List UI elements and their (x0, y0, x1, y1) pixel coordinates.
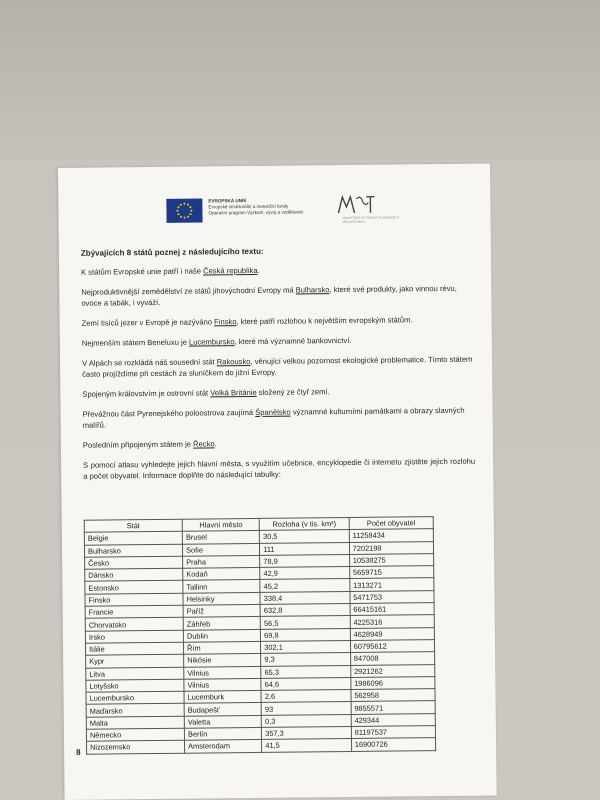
cell-state: Irsko (85, 630, 183, 643)
column-header: Počet obyvatel (349, 517, 433, 530)
cell-state: Litva (86, 667, 184, 680)
cell-area: 56,5 (260, 616, 350, 629)
cell-capital: Nikósie (184, 654, 261, 667)
country-answer: Finsko (214, 317, 237, 327)
eu-line3: Operační program Výzkum, vývoj a vzdělávání (208, 209, 304, 216)
country-answer: Lucembursko (188, 337, 235, 347)
cell-area: 42,9 (260, 567, 350, 580)
paragraph (82, 354, 474, 380)
cell-population: 429344 (351, 713, 435, 726)
cell-state: Chorvatsko (85, 618, 183, 631)
cell-area: 338,4 (260, 591, 350, 604)
cell-area: 2,6 (261, 690, 351, 703)
paragraph-text: . (257, 265, 260, 275)
msmt-caption: MINISTERSTVO ŠKOLSTVÍ, MLÁDEŽE A TĚLOVÝCHOVY (342, 215, 399, 225)
paragraph-text: významné kulturními památkami a obrazy slavných malířů. (82, 405, 465, 430)
column-header: Rozloha (v tis. km²) (259, 517, 349, 530)
cell-population: 5471753 (350, 590, 434, 603)
cell-capital: Záhřeb (183, 617, 260, 630)
cell-state: Česko (85, 556, 183, 569)
country-answer: Rakousko (216, 356, 251, 367)
cell-area: 69,8 (261, 628, 351, 641)
paragraph (82, 334, 474, 349)
cell-capital: Valetta (184, 715, 261, 728)
paragraph (83, 405, 475, 431)
cell-state: Nizozemsko (87, 741, 185, 754)
cell-population: 4628949 (350, 627, 434, 640)
eu-flag-icon (166, 198, 202, 222)
paragraph-text: K státům Evropské unie patří i naše (81, 266, 204, 277)
cell-state: Francie (85, 605, 183, 618)
cell-capital: Vilnius (184, 666, 261, 679)
cell-capital: Praha (183, 555, 260, 568)
cell-population: 1986096 (351, 676, 435, 689)
table-row (87, 738, 436, 754)
cell-state: Itálie (85, 642, 183, 655)
eu-title: EVROPSKÁ UNIE (208, 198, 247, 204)
paragraph-text: V Alpách se rozkládá náš sousední stát (81, 357, 217, 368)
eu-line2: Evropské strukturální a investiční fondy (208, 203, 289, 210)
cell-state: Lucembursko (86, 691, 184, 704)
cell-state: Estonsko (85, 581, 183, 594)
paragraph-text: , které má významné bankovnictví. (234, 335, 352, 347)
cell-state: Belgie (84, 532, 182, 545)
cell-area: 65,3 (261, 665, 351, 678)
paragraph (83, 436, 475, 451)
country-answer: Španělsko (255, 407, 291, 417)
cell-population: 16900726 (351, 738, 435, 751)
cell-capital: Kodaň (183, 568, 260, 581)
cell-capital: Vilnius (184, 678, 261, 691)
paragraph (81, 263, 473, 278)
paragraph-text: Převážnou část Pyrenejského poloostrova zaujímá (82, 407, 256, 419)
paragraph (82, 385, 474, 400)
eu-caption (208, 197, 303, 216)
country-answer: Řecko (193, 439, 215, 449)
cell-capital: Berlín (184, 727, 261, 740)
cell-area: 45,2 (260, 579, 350, 592)
column-header: Stát (84, 519, 182, 532)
country-answer: Česká republika (203, 265, 258, 276)
paragraph-text: . (214, 439, 217, 449)
paragraph-text: , které patří rozlohou k největším evropským státům. (236, 315, 413, 327)
paragraph-text: Spojeným královstvím je ostrovní stát (82, 388, 211, 399)
cell-population: 10538275 (349, 553, 433, 566)
cell-capital: Tallinn (183, 580, 260, 593)
cell-area: 302,1 (261, 640, 351, 653)
paragraph-text: Zemí tisíců jezer v Evropě je nazýváno (81, 317, 215, 328)
cell-area: 64,6 (261, 677, 351, 690)
cell-population: 81197537 (351, 726, 435, 739)
cell-state: Dánsko (85, 568, 183, 581)
column-header: Hlavní město (182, 518, 259, 531)
cell-state: Maďarsko (86, 704, 184, 717)
cell-population: 562958 (351, 689, 435, 702)
cell-area: 632,8 (260, 604, 350, 617)
cell-population: 7202198 (349, 541, 433, 554)
paragraph-text: Nejmenším státem Beneluxu je (81, 337, 190, 348)
country-answer: Velká Británie (210, 387, 257, 398)
cell-area: 9,3 (261, 653, 351, 666)
cell-capital: Sofie (182, 543, 259, 556)
cell-capital: Řím (184, 641, 261, 654)
cell-population: 847008 (350, 652, 434, 665)
header-logos (166, 192, 466, 231)
cell-population: 11258434 (349, 529, 433, 542)
cell-population: 5659715 (349, 566, 433, 579)
cell-area: 111 (260, 542, 350, 555)
cell-population: 1313271 (350, 578, 434, 591)
paragraph-text: , které své produkty, jako vinnou révu, ovoce a tabák, i vyváží. (81, 283, 457, 308)
countries-table (84, 516, 436, 754)
page-number: 8 (76, 747, 81, 757)
paragraph (81, 283, 473, 309)
cell-state: Kypr (86, 654, 184, 667)
cell-state: Malta (86, 716, 184, 729)
exercise-heading: Zbývajících 8 států poznej z následujícího textu: (80, 246, 264, 258)
cell-capital: Paříž (183, 604, 260, 617)
document-page (58, 163, 497, 799)
text-content (81, 244, 476, 491)
paragraph (82, 314, 474, 329)
paragraph-text: , věnující velkou pozornost ekologické problematice. Tímto státem často projíždíme při cestách za sluníčkem do jižní Evropy. (82, 354, 473, 379)
country-answer: Bulharsko (295, 285, 330, 295)
cell-area: 41,5 (262, 739, 352, 752)
cell-area: 0,3 (261, 714, 351, 727)
cell-state: Německo (86, 728, 184, 741)
cell-area: 30,5 (260, 530, 350, 543)
cell-population: 9855571 (351, 701, 435, 714)
cell-capital: Helsinky (183, 592, 260, 605)
cell-capital: Dublin (183, 629, 260, 642)
cell-population: 2921262 (350, 664, 434, 677)
cell-capital: Brusel (182, 531, 259, 544)
cell-area: 78,9 (260, 554, 350, 567)
background-surface (0, 0, 600, 160)
cell-population: 60795612 (350, 640, 434, 653)
paragraph-text: Nejproduktivnější zemědělství ze států jihovýchodní Evropy má (81, 285, 296, 297)
cell-area: 93 (261, 702, 351, 715)
cell-capital: Budapešť (184, 703, 261, 716)
cell-capital: Amsterodam (185, 740, 262, 753)
cell-state: Finsko (85, 593, 183, 606)
cell-capital: Lucemburk (184, 691, 261, 704)
instruction-text: S pomocí atlasu vyhledejte jejich hlavní města, s využitím učebnice, encyklopedie či internetu zjistěte jejich rozlohu a počet obyvatel. Informace doplňte do následující tabulky: (83, 456, 476, 481)
cell-state: Lotyšsko (86, 679, 184, 692)
paragraph-text: Posledním připojeným státem je (82, 439, 194, 450)
cell-population: 66415161 (350, 603, 434, 616)
cell-population: 4225316 (350, 615, 434, 628)
cell-state: Bulharsko (84, 544, 182, 557)
cell-area: 357,3 (262, 727, 352, 740)
paragraph-text: složený ze čtyř zemí. (256, 387, 330, 397)
